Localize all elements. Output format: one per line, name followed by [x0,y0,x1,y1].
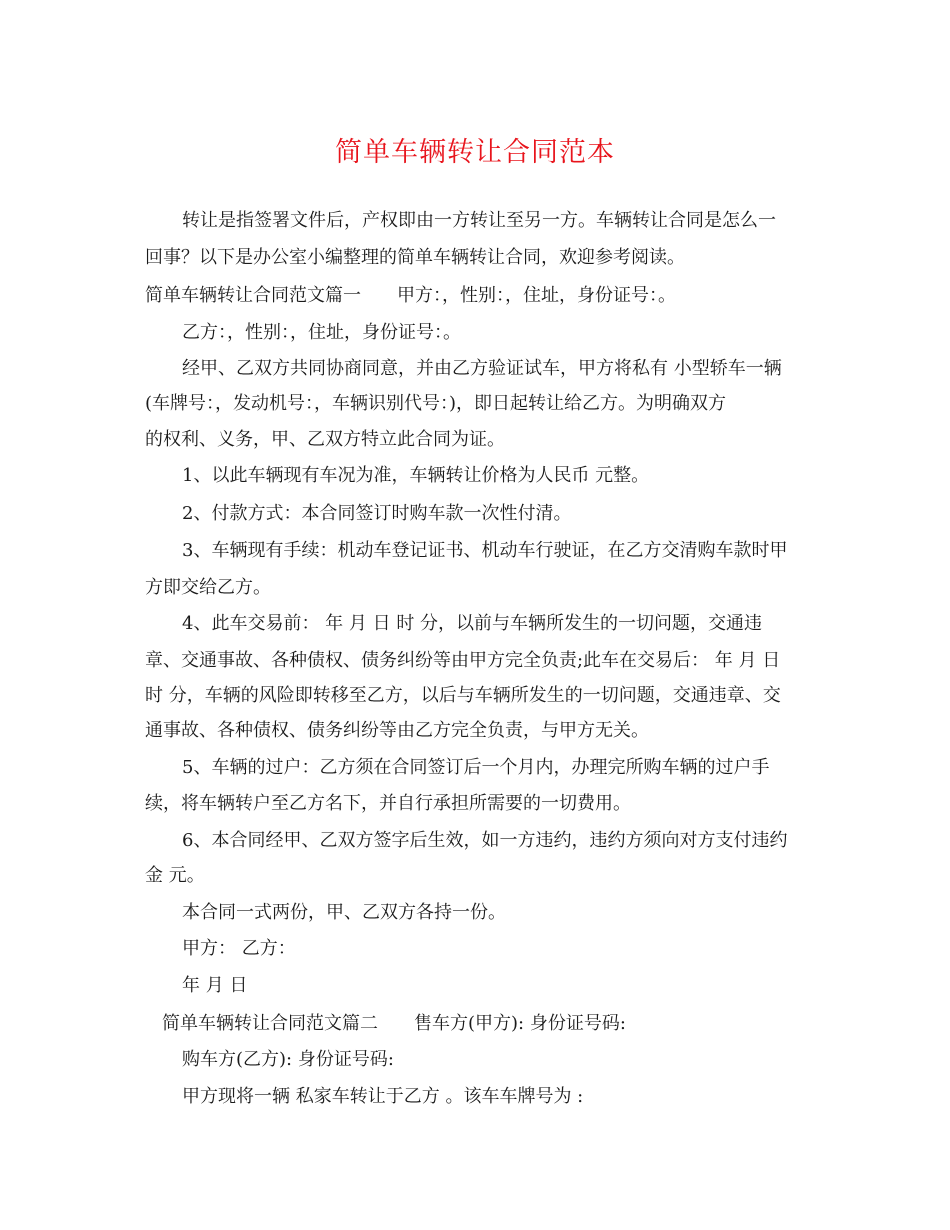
clause-2: 2、付款方式：本合同签订时购车款一次性付清。 [182,503,572,524]
clause-4-line-4: 通事故、各种债权、债务纠纷等由乙方完全负责，与甲方无关。 [145,720,649,741]
paragraph-line-5: (车牌号：，发动机号：，车辆识别代号：)，即日起转让给乙方。为明确双方 [145,393,727,414]
clause-6-line-2: 金 元。 [145,865,205,886]
clause-6-line-1: 6、本合同经甲、乙双方签字后生效，如一方违约，违约方须向对方支付违约 [182,830,788,851]
section-heading-1: 简单车辆转让合同范文篇一 甲方：，性别：，住址，身份证号：。 [145,285,676,306]
document-title: 简单车辆转让合同范本 [335,137,615,168]
clause-5-line-1: 5、车辆的过户：乙方须在合同签订后一个月内，办理完所购车辆的过户手 [182,757,770,778]
clause-4-line-1: 4、此车交易前： 年 月 日 时 分，以前与车辆所发生的一切问题，交通违 [182,613,763,634]
date-line: 年 月 日 [182,975,248,996]
paragraph-line-1: 转让是指签署文件后，产权即由一方转让至另一方。车辆转让合同是怎么一 [182,210,776,231]
clause-5-line-2: 续，将车辆转户至乙方名下，并自行承担所需要的一切费用。 [145,793,631,814]
section-heading-2: 简单车辆转让合同范文篇二 售车方(甲方): 身份证号码: [162,1013,626,1034]
signature-line: 甲方： 乙方： [182,938,296,959]
buyer-line: 购车方(乙方): 身份证号码: [182,1049,394,1070]
clause-4-line-3: 时 分，车辆的风险即转移至乙方，以后与车辆所发生的一切问题，交通违章、交 [145,685,781,706]
copies-statement: 本合同一式两份，甲、乙双方各持一份。 [182,902,506,923]
paragraph-line-4: 经甲、乙双方共同协商同意，并由乙方验证试车，甲方将私有 小型轿车一辆 [182,358,782,379]
clause-3-line-2: 方即交给乙方。 [145,577,271,598]
transfer-line: 甲方现将一辆 私家车转让于乙方 。该车车牌号为 : [182,1086,584,1107]
clause-4-line-2: 章、交通事故、各种债权、债务纠纷等由甲方完全负责;此车在交易后： 年 月 日 [145,650,781,671]
paragraph-line-2: 回事？以下是办公室小编整理的简单车辆转让合同，欢迎参考阅读。 [145,247,685,268]
paragraph-line-6: 的权利、义务，甲、乙双方特立此合同为证。 [145,429,505,450]
clause-1: 1、以此车辆现有车况为准，车辆转让价格为人民币 元整。 [182,465,650,486]
paragraph-line-3: 乙方：，性别：，住址，身份证号：。 [182,322,461,343]
clause-3-line-1: 3、车辆现有手续：机动车登记证书、机动车行驶证，在乙方交清购车款时甲 [182,540,788,561]
